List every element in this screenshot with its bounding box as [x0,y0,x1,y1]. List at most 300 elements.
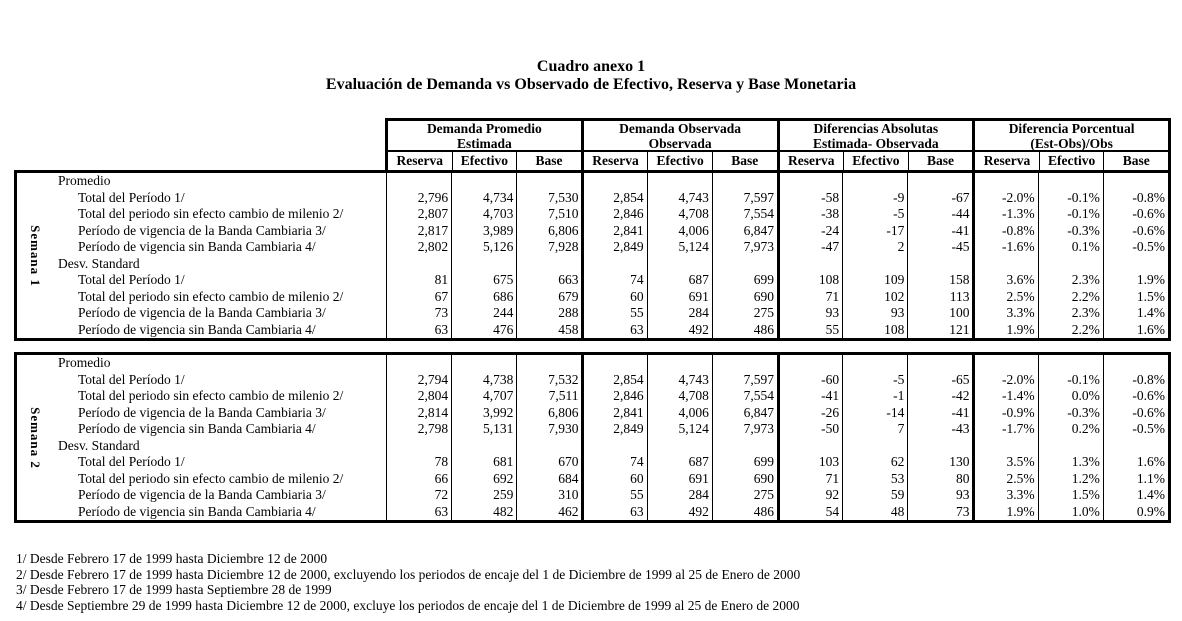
value-cell: 2,849 [581,421,646,438]
header-group [777,121,973,170]
table-row [17,372,1168,389]
value-cell: 5,124 [647,421,712,438]
table-row [17,405,1168,422]
block-header-row [17,438,1168,455]
row-label: Período de vigencia sin Banda Cambiaria 4/ [78,239,316,254]
value-cell: 4,743 [647,190,712,207]
column-header: Efectivo [843,152,908,170]
value-cell: -0.6% [1103,388,1168,405]
value-cell: 3.5% [972,454,1037,471]
value-cell: 54 [777,504,842,521]
value-cell: 80 [907,471,972,488]
value-cell: -5 [842,206,907,223]
value-cell: -42 [907,388,972,405]
value-cell: 476 [451,322,516,339]
value-cell: 486 [712,504,777,521]
value-cell: -0.6% [1103,206,1168,223]
column-header: Base [908,152,973,170]
empty-cell [451,256,516,273]
value-cell: 1.9% [972,322,1037,339]
column-header: Reserva [983,153,1031,168]
empty-cell [712,438,777,455]
empty-cell [907,438,972,455]
value-cell: 1.4% [1103,305,1168,322]
header-group-title-line2: Estimada- Observada [813,135,939,151]
empty-cell [647,173,712,190]
empty-cell [1103,355,1168,372]
value-cell: -0.1% [1038,206,1103,223]
value-cell: 81 [386,272,451,289]
row-label: Período de vigencia de la Banda Cambiaria 3/ [78,305,326,320]
block-header-row [17,256,1168,273]
value-cell: 462 [516,504,581,521]
value-cell: 1.2% [1038,471,1103,488]
header-group [388,121,581,170]
value-cell: 92 [777,487,842,504]
value-cell: -1.7% [972,421,1037,438]
value-cell: 2,841 [581,405,646,422]
value-cell: 5,124 [647,239,712,256]
value-cell: -0.8% [1103,372,1168,389]
footnotes [16,551,1182,613]
value-cell: 66 [386,471,451,488]
empty-cell [842,256,907,273]
value-cell: 4,734 [451,190,516,207]
column-header: Efectivo [647,152,712,170]
value-cell: 2.2% [1038,322,1103,339]
empty-cell [907,355,972,372]
empty-cell [451,355,516,372]
footnote-3: 3/ Desde Febrero 17 de 1999 hasta Septiembre 28 de 1999 [16,582,332,597]
value-cell: 130 [907,454,972,471]
row-label: Período de vigencia de la Banda Cambiaria 3/ [78,222,326,238]
value-cell: 2,814 [386,405,451,422]
value-cell: 3.6% [972,272,1037,289]
value-cell: -2.0% [972,372,1037,389]
empty-cell [712,173,777,190]
empty-cell [647,256,712,273]
value-cell: -0.3% [1038,223,1103,240]
value-cell: 2.3% [1038,305,1103,322]
empty-cell [516,256,581,273]
value-cell: 2.5% [972,471,1037,488]
empty-cell [1103,438,1168,455]
value-cell: 2,807 [386,206,451,223]
value-cell: 2,849 [581,239,646,256]
table-row [17,504,1168,521]
value-cell: -0.3% [1038,405,1103,422]
table-row [17,454,1168,471]
section-semana-2 [14,352,1171,523]
empty-cell [386,355,451,372]
value-cell: -1.6% [972,239,1037,256]
value-cell: 687 [647,272,712,289]
value-cell: 6,806 [516,223,581,240]
row-label: Período de vigencia de la Banda Cambiaria 3/ [78,487,326,502]
header-group-title [780,121,973,152]
value-cell: 7,510 [516,206,581,223]
empty-cell [1103,256,1168,273]
value-cell: 1.6% [1103,322,1168,339]
value-cell: 109 [842,272,907,289]
header-subcolumns [388,152,581,170]
header-group-title-line1: Diferencias Absolutas [813,121,939,136]
value-cell: -58 [777,190,842,207]
value-cell: 2.2% [1038,289,1103,306]
row-label: Período de vigencia sin Banda Cambiaria 4/ [78,503,316,519]
value-cell: 681 [451,454,516,471]
value-cell: -38 [777,206,842,223]
value-cell: 0.1% [1038,239,1103,256]
value-cell: 2 [842,239,907,256]
header-subcolumns [975,152,1168,170]
value-cell: 67 [386,289,451,306]
empty-cell [386,173,451,190]
empty-cell [1038,173,1103,190]
column-header: Efectivo [1039,152,1104,170]
value-cell: 288 [516,305,581,322]
value-cell: 108 [842,322,907,339]
value-cell: 1.9% [1103,272,1168,289]
value-cell: 4,708 [647,388,712,405]
value-cell: 2,794 [386,372,451,389]
empty-cell [581,438,646,455]
table-row [17,471,1168,488]
block-header-row [17,355,1168,372]
value-cell: 2,802 [386,239,451,256]
value-cell: 7,930 [516,421,581,438]
table-row [17,239,1168,256]
value-cell: 71 [777,471,842,488]
empty-cell [581,256,646,273]
value-cell: 3.3% [972,487,1037,504]
value-cell: 121 [907,322,972,339]
value-cell: 310 [516,487,581,504]
title-block [0,0,1182,94]
value-cell: 699 [712,454,777,471]
value-cell: 1.9% [972,504,1037,521]
section-semana-1 [14,170,1171,341]
value-cell: -41 [907,405,972,422]
value-cell: 492 [647,504,712,521]
value-cell: 4,006 [647,405,712,422]
value-cell: 1.5% [1038,487,1103,504]
section-rows [17,355,1168,520]
value-cell: 4,743 [647,372,712,389]
value-cell: -0.6% [1103,405,1168,422]
empty-cell [516,355,581,372]
value-cell: 4,738 [451,372,516,389]
value-cell: 259 [451,487,516,504]
value-cell: -1.3% [972,206,1037,223]
empty-cell [451,173,516,190]
empty-cell [1038,438,1103,455]
value-cell: 7,530 [516,190,581,207]
empty-cell [712,355,777,372]
value-cell: 7,554 [712,206,777,223]
value-cell: 675 [451,272,516,289]
header-group-title-line1: Diferencia Porcentual [1008,121,1135,136]
value-cell: 7,532 [516,372,581,389]
empty-cell [972,438,1037,455]
empty-cell [842,355,907,372]
column-header: Base [516,152,581,170]
value-cell: 6,847 [712,223,777,240]
value-cell: -50 [777,421,842,438]
empty-cell [777,256,842,273]
value-cell: 1.5% [1103,289,1168,306]
header-group-title-line1: Demanda Observada [619,121,742,136]
value-cell: 275 [712,487,777,504]
row-label: Total del Período 1/ [78,272,185,287]
value-cell: 7,973 [712,421,777,438]
value-cell: 2,854 [581,190,646,207]
value-cell: 1.3% [1038,454,1103,471]
header-group [581,121,777,170]
empty-cell [1103,173,1168,190]
empty-cell [647,355,712,372]
block-label: Promedio [58,173,111,188]
value-cell: 93 [842,305,907,322]
section-name: Semana 1 [28,224,43,287]
value-cell: 4,707 [451,388,516,405]
column-header-table [385,118,1171,170]
value-cell: 71 [777,289,842,306]
value-cell: 7,928 [516,239,581,256]
value-cell: -17 [842,223,907,240]
footnote-2: 2/ Desde Febrero 17 de 1999 hasta Diciembre 12 de 2000, excluyendo los periodos de encaje del 1 de Diciembre de 1999 al 25 de Enero de 2000 [16,566,801,582]
doc-title: Cuadro anexo 1 [536,58,646,75]
value-cell: 2,798 [386,421,451,438]
value-cell: -5 [842,372,907,389]
row-label: Total del Período 1/ [78,189,185,205]
block-header-row [17,173,1168,190]
table-row [17,322,1168,339]
value-cell: -0.6% [1103,223,1168,240]
row-label: Total del Período 1/ [78,454,185,469]
value-cell: -41 [907,223,972,240]
value-cell: 2.3% [1038,272,1103,289]
value-cell: 3.3% [972,305,1037,322]
value-cell: -41 [777,388,842,405]
value-cell: 102 [842,289,907,306]
empty-cell [647,438,712,455]
value-cell: 158 [907,272,972,289]
section-name: Semana 2 [28,406,43,469]
value-cell: 113 [907,289,972,306]
value-cell: 63 [581,504,646,521]
value-cell: 3,992 [451,405,516,422]
value-cell: -0.8% [1103,190,1168,207]
table-row [17,487,1168,504]
value-cell: 4,708 [647,206,712,223]
value-cell: 60 [581,471,646,488]
value-cell: 2,841 [581,223,646,240]
block-label: Desv. Standard [58,255,140,271]
value-cell: 63 [386,504,451,521]
doc-subtitle: Evaluación de Demanda vs Observado de Efectivo, Reserva y Base Monetaria [325,76,857,93]
value-cell: 1.1% [1103,471,1168,488]
value-cell: 6,806 [516,405,581,422]
value-cell: 93 [907,487,972,504]
table-row [17,272,1168,289]
row-label: Período de vigencia sin Banda Cambiaria 4/ [78,321,316,337]
value-cell: 7,597 [712,190,777,207]
value-cell: 1.4% [1103,487,1168,504]
empty-cell [972,355,1037,372]
value-cell: 63 [581,322,646,339]
value-cell: 458 [516,322,581,339]
value-cell: 5,131 [451,421,516,438]
value-cell: 74 [581,454,646,471]
value-cell: 78 [386,454,451,471]
value-cell: 2.5% [972,289,1037,306]
value-cell: 2,817 [386,223,451,240]
value-cell: -9 [842,190,907,207]
row-label: Período de vigencia de la Banda Cambiaria 3/ [78,404,326,420]
column-header: Base [712,152,777,170]
value-cell: 670 [516,454,581,471]
block-label: Promedio [58,355,111,370]
value-cell: 2,804 [386,388,451,405]
block-label: Desv. Standard [58,437,140,453]
value-cell: 2,846 [581,388,646,405]
value-cell: -67 [907,190,972,207]
value-cell: -45 [907,239,972,256]
footnote-4: 4/ Desde Septiembre 29 de 1999 hasta Diciembre 12 de 2000, excluye los periodos de encaje del 1 de Diciembre de 1999 al 25 de Enero de 2000 [16,597,800,613]
value-cell: 486 [712,322,777,339]
value-cell: 690 [712,471,777,488]
value-cell: 7,554 [712,388,777,405]
empty-cell [777,355,842,372]
empty-cell [1038,355,1103,372]
value-cell: -1 [842,388,907,405]
header-group-title-line2: Observada [648,135,712,151]
empty-cell [1038,256,1103,273]
column-header: Reserva [592,153,639,168]
table-row [17,388,1168,405]
empty-cell [777,438,842,455]
section-rows [17,173,1168,338]
column-header: Reserva [788,153,835,168]
empty-cell [842,438,907,455]
empty-cell [972,173,1037,190]
table-row [17,190,1168,207]
value-cell: 72 [386,487,451,504]
value-cell: 0.2% [1038,421,1103,438]
empty-cell [516,438,581,455]
value-cell: 7,597 [712,372,777,389]
empty-cell [712,256,777,273]
value-cell: 691 [647,289,712,306]
empty-cell [386,256,451,273]
value-cell: 687 [647,454,712,471]
value-cell: 0.9% [1103,504,1168,521]
value-cell: 692 [451,471,516,488]
header-group-title-line1: Demanda Promedio [426,121,542,136]
value-cell: 59 [842,487,907,504]
header-group-title-line2: Estimada [456,135,512,151]
value-cell: 699 [712,272,777,289]
value-cell: -47 [777,239,842,256]
row-label: Total del periodo sin efecto cambio de milenio 2/ [78,470,344,486]
value-cell: 244 [451,305,516,322]
header-subcolumns [780,152,973,170]
header-group-title [388,121,581,152]
column-header: Efectivo [452,152,517,170]
value-cell: 48 [842,504,907,521]
value-cell: 684 [516,471,581,488]
table-row [17,289,1168,306]
value-cell: 690 [712,289,777,306]
value-cell: 492 [647,322,712,339]
value-cell: 1.0% [1038,504,1103,521]
value-cell: -0.5% [1103,421,1168,438]
table-row [17,223,1168,240]
value-cell: -44 [907,206,972,223]
header-group-title [584,121,777,152]
table-row [17,305,1168,322]
value-cell: -0.1% [1038,190,1103,207]
value-cell: 53 [842,471,907,488]
value-cell: -24 [777,223,842,240]
value-cell: 691 [647,471,712,488]
value-cell: 663 [516,272,581,289]
value-cell: 93 [777,305,842,322]
header-group [972,121,1168,170]
value-cell: 74 [581,272,646,289]
value-cell: 55 [581,487,646,504]
value-cell: -2.0% [972,190,1037,207]
empty-cell [386,438,451,455]
empty-cell [907,173,972,190]
value-cell: -0.8% [972,223,1037,240]
header-subcolumns [584,152,777,170]
value-cell: 3,989 [451,223,516,240]
value-cell: 482 [451,504,516,521]
value-cell: -65 [907,372,972,389]
row-label: Total del periodo sin efecto cambio de milenio 2/ [78,388,344,403]
value-cell: 284 [647,305,712,322]
value-cell: 7,511 [516,388,581,405]
value-cell: 284 [647,487,712,504]
value-cell: 7,973 [712,239,777,256]
value-cell: -43 [907,421,972,438]
value-cell: 1.6% [1103,454,1168,471]
value-cell: 6,847 [712,405,777,422]
value-cell: 0.0% [1038,388,1103,405]
empty-cell [842,173,907,190]
header-group-title [975,121,1168,152]
empty-cell [907,256,972,273]
value-cell: 73 [386,305,451,322]
row-label: Total del periodo sin efecto cambio de milenio 2/ [78,206,344,221]
table-row [17,206,1168,223]
value-cell: 63 [386,322,451,339]
row-label: Total del periodo sin efecto cambio de milenio 2/ [78,288,344,304]
value-cell: 2,846 [581,206,646,223]
column-header: Reserva [396,153,444,168]
value-cell: -0.1% [1038,372,1103,389]
column-header: Base [1103,152,1168,170]
value-cell: 7 [842,421,907,438]
footnote-1: 1/ Desde Febrero 17 de 1999 hasta Diciembre 12 de 2000 [16,551,328,566]
value-cell: -0.9% [972,405,1037,422]
empty-cell [451,438,516,455]
value-cell: -60 [777,372,842,389]
empty-cell [972,256,1037,273]
value-cell: 275 [712,305,777,322]
